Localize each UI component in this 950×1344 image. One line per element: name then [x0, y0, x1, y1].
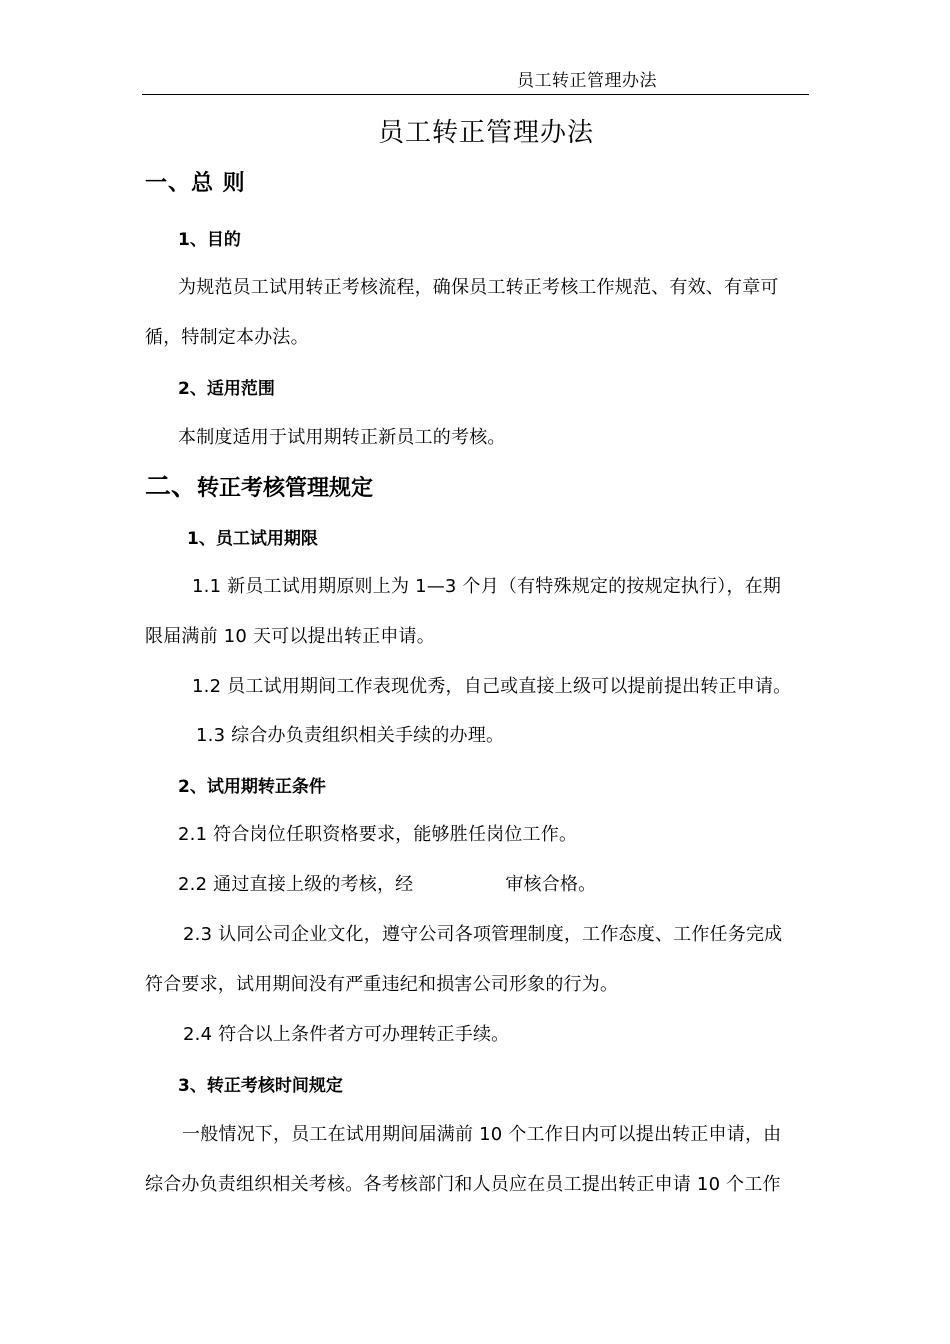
- section-title: 转正考核管理规定: [197, 476, 374, 501]
- subheading-assessment-timing: 3、转正考核时间规定: [178, 1076, 343, 1096]
- clause-2-3-line1: 2.3 认同公司企业文化，遵守公司各项管理制度，工作态度、工作任务完成: [183, 924, 783, 945]
- section-heading-regulations: [145, 466, 373, 503]
- timing-paragraph-line2: 综合办负责组织相关考核。各考核部门和人员应在员工提出转正申请 10 个工作: [145, 1174, 781, 1195]
- clause-1-3: 1.3 综合办负责组织相关手续的办理。: [196, 725, 505, 746]
- clause-1-1-line1: 1.1 新员工试用期原则上为 1—3 个月（有特殊规定的按规定执行），在期: [192, 576, 782, 597]
- subheading-scope: 2、适用范围: [178, 379, 275, 399]
- clause-2-4: 2.4 符合以上条件者方可办理转正手续。: [183, 1024, 510, 1045]
- clause-1-2: 1.2 员工试用期间工作表现优秀，自己或直接上级可以提前提出转正申请。: [192, 676, 792, 697]
- section-heading-general: 一、总 则: [145, 171, 246, 196]
- scope-paragraph: 本制度适用于试用期转正新员工的考核。: [178, 427, 506, 448]
- subheading-probation-period: 1、员工试用期限: [187, 529, 318, 549]
- subheading-purpose: 1、目的: [178, 230, 241, 250]
- purpose-paragraph-line1: 为规范员工试用转正考核流程，确保员工转正考核工作规范、有效、有章可: [178, 277, 779, 298]
- clause-2-2-part-b: 审核合格。: [505, 874, 597, 895]
- purpose-paragraph-line2: 循，特制定本办法。: [145, 327, 309, 348]
- clause-2-2-part-a: 2.2 通过直接上级的考核，经: [178, 874, 414, 895]
- timing-paragraph-line1: 一般情况下，员工在试用期间届满前 10 个工作日内可以提出转正申请，由: [182, 1124, 782, 1145]
- clause-2-1: 2.1 符合岗位任职资格要求，能够胜任岗位工作。: [178, 824, 578, 845]
- subheading-conditions: 2、试用期转正条件: [178, 777, 326, 797]
- document-title: 员工转正管理办法: [378, 118, 595, 148]
- running-header: 员工转正管理办法: [517, 71, 657, 91]
- section-number: 二、: [145, 472, 198, 502]
- clause-1-1-line2: 限届满前 10 天可以提出转正申请。: [145, 626, 435, 647]
- clause-2-2: [178, 870, 596, 896]
- header-divider: [142, 94, 809, 95]
- clause-2-3-line2: 符合要求，试用期间没有严重违纪和损害公司形象的行为。: [145, 974, 619, 995]
